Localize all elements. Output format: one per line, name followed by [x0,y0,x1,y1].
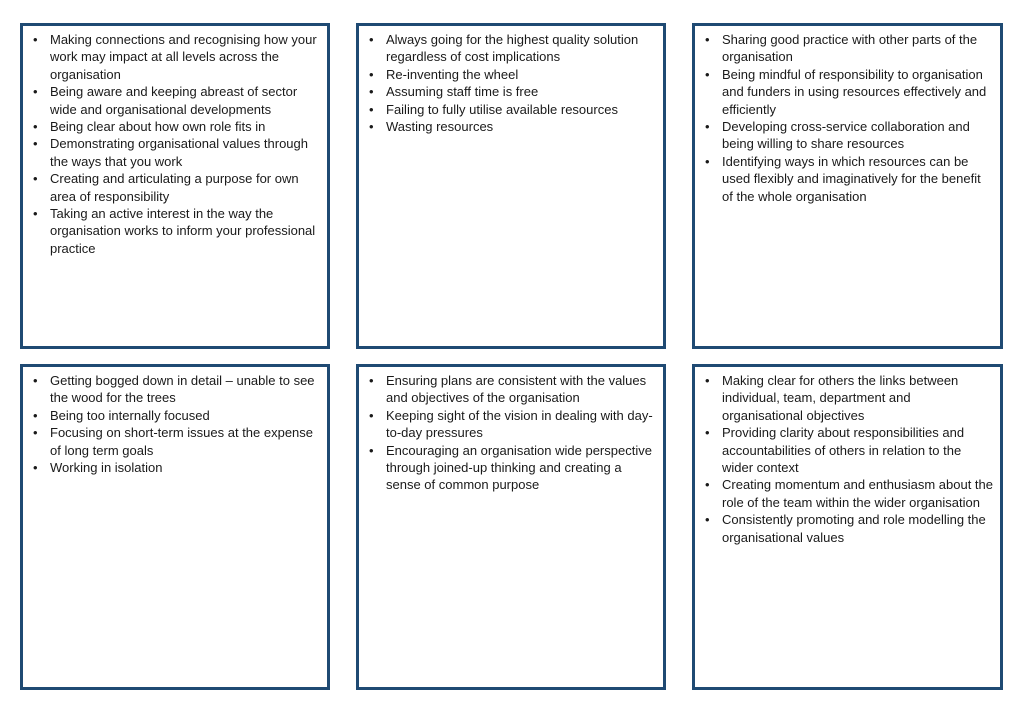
card-3-list [701,31,994,205]
list-item: • Taking an active interest in the way the organisation works to inform your professional practice [29,205,321,257]
list-item: • Wasting resources [365,118,657,135]
list-item: • Encouraging an organisation wide perspective through joined-up thinking and creating a sense of common purpose [365,442,657,494]
list-item: • Sharing good practice with other parts of the organisation [701,31,994,66]
list-item: • Consistently promoting and role modelling the organisational values [701,511,994,546]
card-4 [20,364,330,690]
list-item: • Ensuring plans are consistent with the values and objectives of the organisation [365,372,657,407]
list-item: • Failing to fully utilise available resources [365,101,657,118]
list-item: • Being too internally focused [29,407,321,424]
card-1-list [29,31,321,257]
list-item: • Assuming staff time is free [365,83,657,100]
list-item: • Always going for the highest quality solution regardless of cost implications [365,31,657,66]
card-2-list [365,31,657,135]
card-5 [356,364,666,690]
list-item: • Making clear for others the links between individual, team, department and organisational objectives [701,372,994,424]
list-item: • Being aware and keeping abreast of sector wide and organisational developments [29,83,321,118]
card-1 [20,23,330,349]
card-5-list [365,372,657,494]
card-4-list [29,372,321,476]
list-item: • Being clear about how own role fits in [29,118,321,135]
list-item: • Keeping sight of the vision in dealing with day-to-day pressures [365,407,657,442]
list-item: • Demonstrating organisational values through the ways that you work [29,135,321,170]
card-6 [692,364,1003,690]
card-3 [692,23,1003,349]
list-item: • Identifying ways in which resources can be used flexibly and imaginatively for the benefit of the whole organisation [701,153,994,205]
list-item: • Focusing on short-term issues at the expense of long term goals [29,424,321,459]
card-2 [356,23,666,349]
list-item: • Being mindful of responsibility to organisation and funders in using resources effectively and efficiently [701,66,994,118]
list-item: • Providing clarity about responsibilities and accountabilities of others in relation to the wider context [701,424,994,476]
list-item: • Creating momentum and enthusiasm about the role of the team within the wider organisation [701,476,994,511]
list-item: • Getting bogged down in detail – unable to see the wood for the trees [29,372,321,407]
list-item: • Developing cross-service collaboration and being willing to share resources [701,118,994,153]
card-6-list [701,372,994,546]
list-item: • Making connections and recognising how your work may impact at all levels across the organisation [29,31,321,83]
list-item: • Working in isolation [29,459,321,476]
list-item: • Creating and articulating a purpose for own area of responsibility [29,170,321,205]
list-item: • Re-inventing the wheel [365,66,657,83]
